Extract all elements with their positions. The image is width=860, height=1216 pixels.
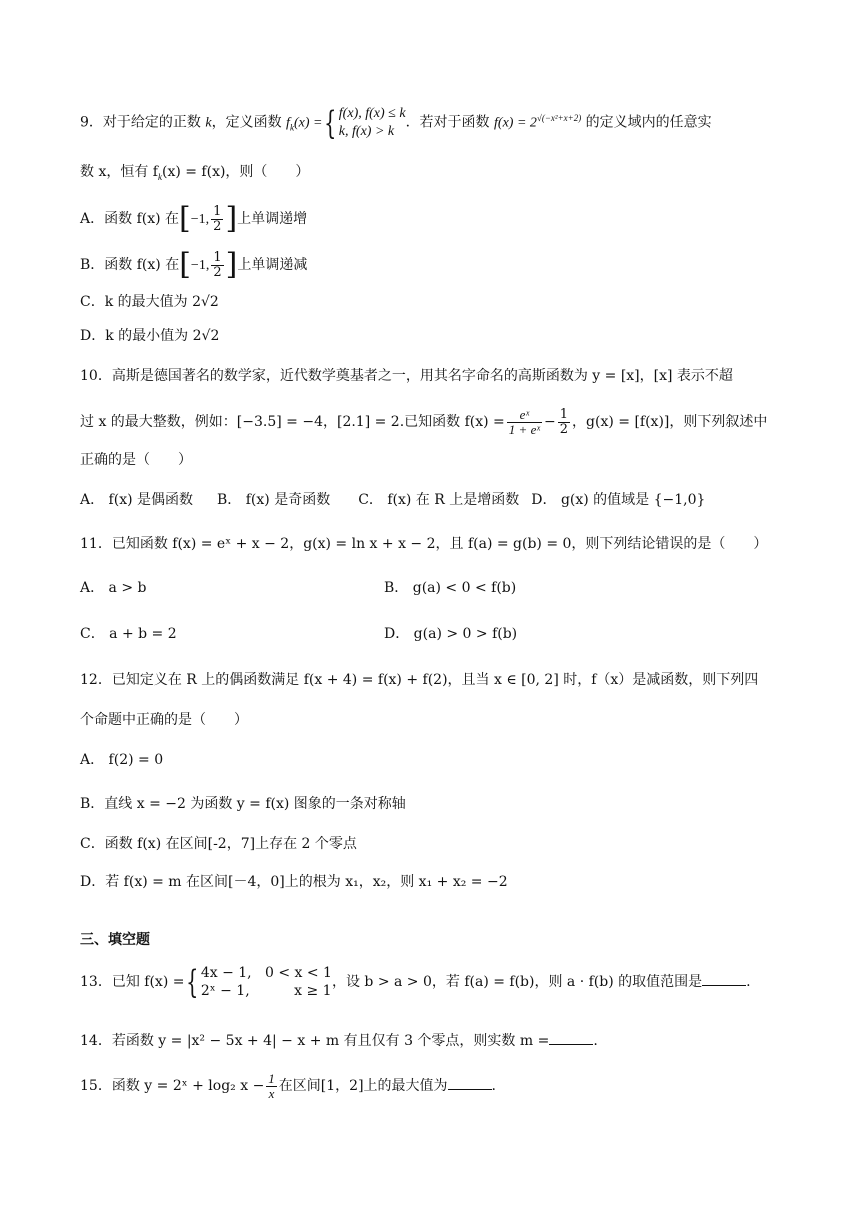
- q9-line2-sub: k: [157, 171, 162, 182]
- q15-frac-num: 1: [268, 1070, 275, 1086]
- q13-case2: 2ˣ − 1, x ≥ 1: [200, 983, 332, 999]
- q11-options-row2: [80, 624, 780, 644]
- q12-option-d-text: D．若 f(x) = m 在区间[－4，0]上的根为 x₁，x₂，则 x₁ + x₂ = −2: [80, 874, 508, 890]
- q9-option-a-label: A．: [80, 211, 105, 227]
- q10-frac1-den: 1 + eˣ: [508, 421, 541, 437]
- q13-cases: [201, 964, 332, 1000]
- q10-option-a: A． f(x) 是偶函数: [80, 492, 194, 508]
- q9-option-c-label: C．: [80, 294, 105, 310]
- q11-line1: [80, 534, 767, 554]
- q9-option-a-rbracket: ]: [225, 201, 238, 236]
- q9-fk-sub: k: [289, 122, 294, 133]
- q10-minus: −: [544, 414, 556, 430]
- q9-case2: k, f(x) > k: [338, 123, 395, 139]
- q12-line2: [80, 710, 248, 730]
- q9-option-b-text-b: 上单调递减: [237, 257, 308, 273]
- q9-cases: [339, 105, 406, 141]
- q9-line2-text: 数 x，恒有 f: [80, 164, 158, 180]
- q12-option-a: [80, 750, 163, 770]
- q10-line3-text: 正确的是（ ）: [80, 452, 192, 468]
- q9-option-b-text: 函数 f(x) 在: [104, 257, 180, 273]
- q10-line3: [80, 450, 192, 470]
- q9-option-c: [80, 292, 219, 312]
- q14-number: 14．: [80, 1033, 112, 1049]
- q9-fk: f: [286, 115, 290, 131]
- q15-text-b: 在区间[1，2]上的最大值为: [278, 1078, 448, 1094]
- q10-frac2: [558, 408, 570, 437]
- q9-option-b-num: 1: [213, 249, 222, 265]
- q9-case1: f(x), f(x) ≤ k: [338, 105, 406, 121]
- q13-number: 13．: [80, 974, 112, 990]
- q13-brace: {: [186, 963, 199, 1001]
- q9-exponent: √(−x²+x+2): [536, 113, 582, 123]
- q9-option-a-lbracket: [: [179, 201, 191, 236]
- q9-option-a-frac: [211, 205, 223, 234]
- q15-frac-den: x: [268, 1085, 275, 1101]
- q9-line2: [80, 162, 309, 187]
- q13-case1: 4x − 1, 0 < x < 1: [200, 965, 332, 981]
- q11-line1-text: 已知函数 f(x) = eˣ + x − 2，g(x) = ln x + x − 2，且 f(a) = g(b) = 0，则下列结论错误的是（ ）: [111, 536, 768, 552]
- q12-line1-text: 已知定义在 R 上的偶函数满足 f(x + 4) = f(x) + f(2)，且当 x ∈ [0, 2] 时，f（x）是减函数，则下列四: [111, 672, 759, 688]
- q10-option-c: C． f(x) 在 R 上是增函数: [358, 492, 520, 508]
- q11-option-a: A． a > b: [80, 580, 147, 596]
- q12-option-c: [80, 834, 357, 854]
- q9-option-b-label: B．: [80, 257, 105, 273]
- q9-option-d-label: D．: [80, 328, 106, 344]
- q9-text: 对于给定的正数: [102, 114, 206, 131]
- q11-option-d: D． g(a) > 0 > f(b): [384, 626, 518, 642]
- q9-option-a-int: −1,: [190, 212, 210, 227]
- q9-text-c: ．若对于函数: [405, 114, 495, 131]
- q10-line1: [80, 366, 733, 386]
- q13-text-b: ，设 b > a > 0，若 f(a) = f(b)，则 a · f(b) 的取值范围是: [331, 974, 703, 990]
- q12-option-c-text: C．函数 f(x) 在区间[-2，7]上存在 2 个零点: [80, 836, 357, 852]
- q14-answer-blank[interactable]: [549, 1030, 593, 1045]
- q10-line2-b: ，g(x) = [f(x)]，则下列叙述中: [572, 414, 768, 430]
- q10-line1-text: 高斯是德国著名的数学家，近代数学奠基者之一，用其名字命名的高斯函数为 y = [x]，[x] 表示不超: [111, 368, 733, 384]
- q15-line: [80, 1066, 496, 1106]
- q12-option-d: [80, 872, 508, 892]
- q9-option-d-text: k 的最小值为 2√2: [105, 328, 220, 344]
- q10-option-b: B． f(x) 是奇函数: [217, 492, 331, 508]
- q14-text: 若函数 y = |x² − 5x + 4| − x + m 有且仅有 3 个零点，则实数 m =: [111, 1033, 550, 1049]
- q9-fx: f(x) = 2: [494, 115, 537, 131]
- q9-option-a-num: 1: [213, 203, 222, 219]
- q10-frac1: [507, 408, 542, 437]
- q11-option-c: C． a + b = 2: [80, 626, 177, 642]
- q9-option-b-den: 2: [213, 264, 222, 280]
- q13-answer-blank[interactable]: [702, 971, 746, 986]
- q15-end: .: [491, 1078, 496, 1094]
- q9-option-c-text: k 的最大值为 2√2: [104, 294, 219, 310]
- q10-line2-text: 过 x 的最大整数，例如：[−3.5] = −4，[2.1] = 2.已知函数 f(x) =: [80, 414, 505, 430]
- q10-line2: [80, 404, 767, 440]
- q11-number: 11．: [80, 536, 112, 552]
- q13-text-a: 已知 f(x) =: [111, 974, 185, 990]
- q9-option-a-den: 2: [213, 218, 222, 234]
- q12-line2-text: 个命题中正确的是（ ）: [80, 712, 248, 728]
- q10-frac1-num: eˣ: [507, 408, 542, 423]
- q9-text-b: ，定义函数: [211, 114, 287, 131]
- q9-number: 9．: [80, 114, 103, 131]
- q15-answer-blank[interactable]: [448, 1075, 492, 1090]
- q12-option-b-text: B．直线 x = −2 为函数 y = f(x) 图象的一条对称轴: [80, 796, 406, 812]
- q9-option-a: [80, 201, 308, 236]
- q15-number: 15．: [80, 1078, 112, 1094]
- q9-option-d: [80, 326, 219, 346]
- q13-end: .: [746, 974, 751, 990]
- q9-option-b-int: −1,: [190, 258, 210, 273]
- q9-option-b-rbracket: ]: [225, 247, 238, 282]
- q10-frac2-num: 1: [559, 406, 569, 422]
- q9-text-d: 的定义域内的任意实: [581, 114, 712, 131]
- q10-option-d: D． g(x) 的值域是 {−1,0}: [531, 492, 706, 508]
- section-heading-fill-in: 三、填空题: [80, 932, 150, 948]
- q9-option-b-frac: [211, 251, 223, 280]
- q14-end: .: [593, 1033, 598, 1049]
- q12-option-a-text: A． f(2) = 0: [80, 752, 164, 768]
- q11-options-row1: [80, 578, 780, 598]
- q10-options: [80, 490, 705, 510]
- q9-line2-b: (x) = f(x)，则（ ）: [161, 164, 310, 180]
- q10-frac2-den: 2: [559, 421, 569, 437]
- q13-line: [80, 956, 751, 1008]
- q9-k: k: [205, 115, 212, 131]
- q14-line: [80, 1030, 598, 1051]
- q15-frac: [266, 1072, 277, 1101]
- q12-option-b: [80, 794, 406, 814]
- q9-line1: [80, 96, 712, 140]
- q9-option-a-text-b: 上单调递增: [237, 211, 308, 227]
- q12-number: 12．: [80, 672, 112, 688]
- q9-option-b-lbracket: [: [179, 247, 191, 282]
- q9-option-b: [80, 247, 308, 282]
- q12-line1: [80, 670, 758, 690]
- q9-brace: {: [324, 103, 337, 142]
- q11-option-b: B． g(a) < 0 < f(b): [384, 580, 517, 596]
- q9-fk-arg: (x) =: [293, 115, 323, 131]
- q9-option-a-text: 函数 f(x) 在: [104, 211, 180, 227]
- q15-text-a: 函数 y = 2ˣ + log₂ x −: [111, 1078, 265, 1094]
- q10-number: 10．: [80, 368, 112, 384]
